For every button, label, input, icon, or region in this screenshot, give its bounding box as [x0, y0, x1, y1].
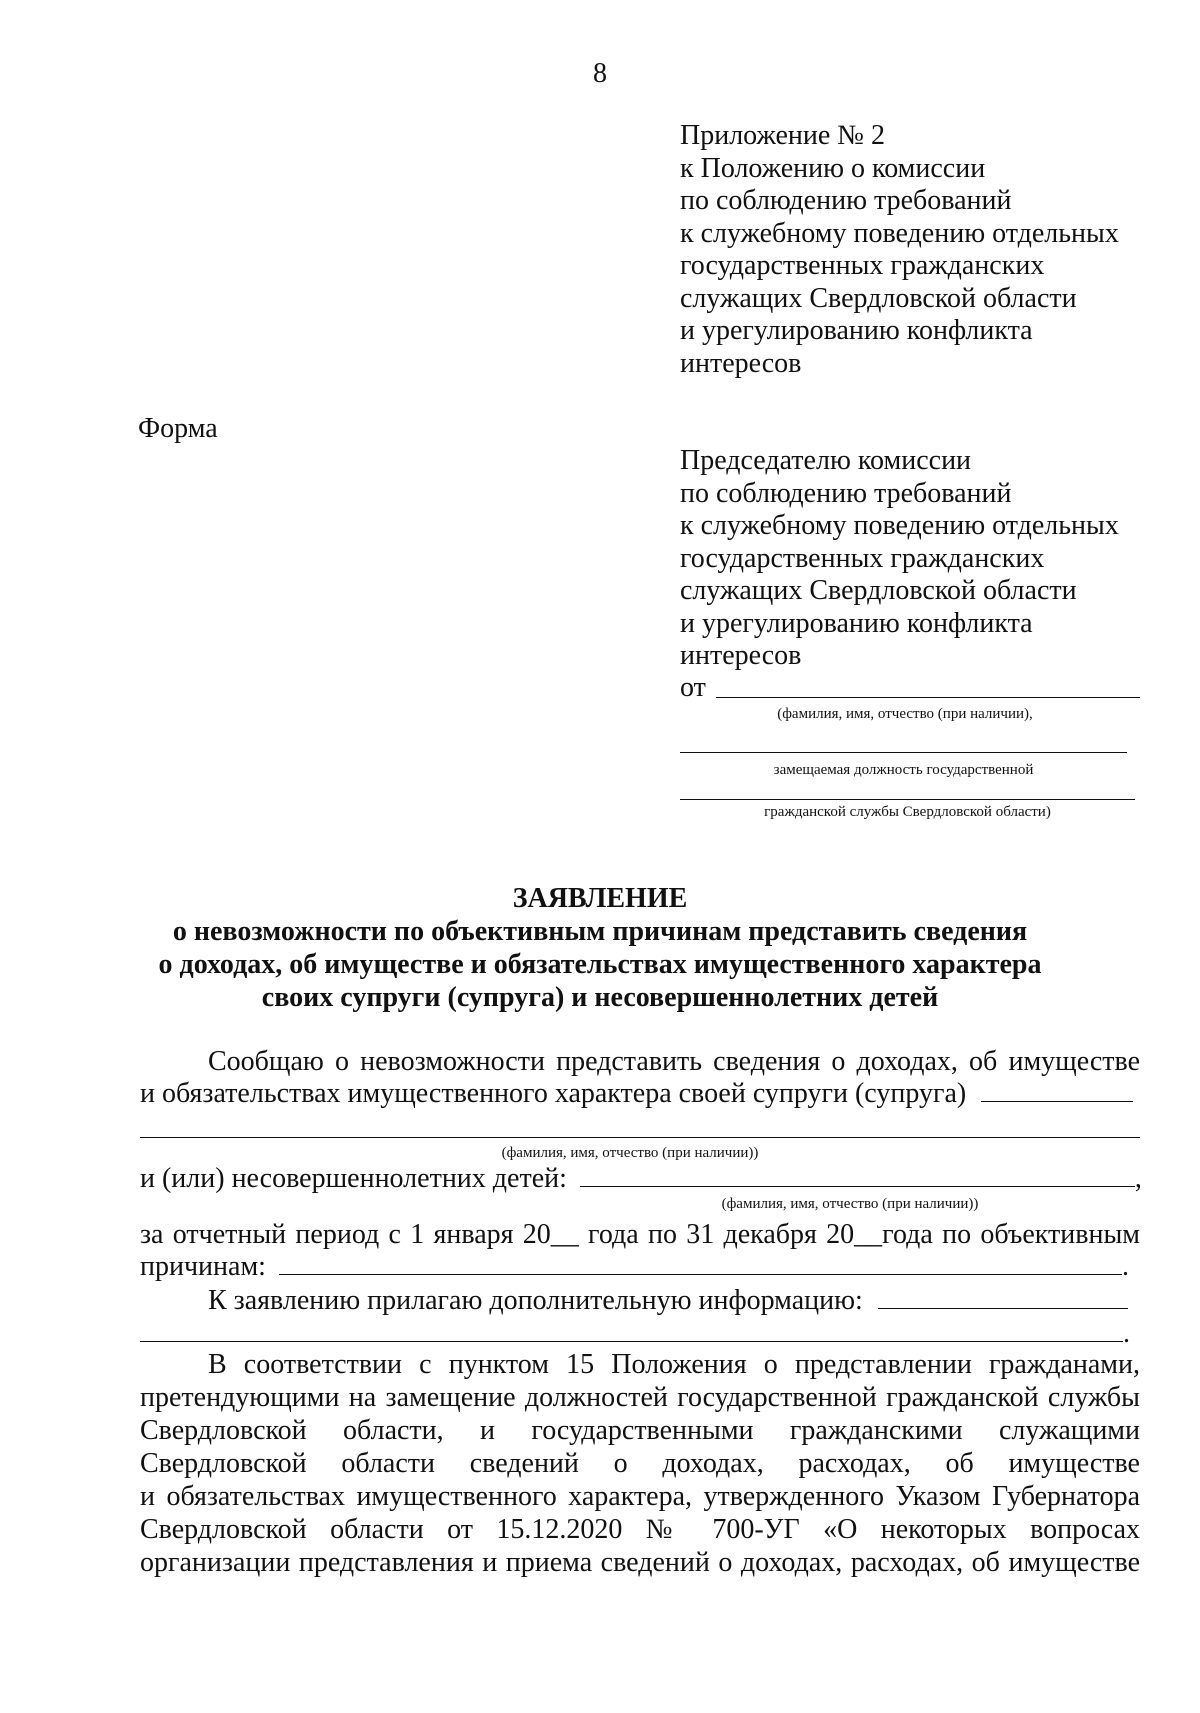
attachment-field[interactable]: [878, 1286, 1128, 1309]
attachment-label: К заявлению прилагаю дополнительную информацию:: [208, 1285, 863, 1316]
document-subtitle-line: о доходах, об имуществе и обязательствах имущественного характера: [158, 949, 1042, 980]
from-name-field[interactable]: [716, 673, 1140, 698]
hint-name: (фамилия, имя, отчество (при наличии),: [777, 706, 1033, 722]
hint-position: замещаемая должность государственной: [773, 762, 1034, 778]
paragraph-line: В соответствии с пунктом 15 Положения о представлении гражданами,: [208, 1349, 1140, 1380]
attachment-row: [208, 1285, 1128, 1317]
reasons-label: причинам:: [140, 1251, 266, 1282]
paragraph-line: [140, 1078, 1133, 1110]
from-row: [680, 672, 1140, 704]
paragraph-line: Сообщаю о невозможности представить сведения о доходах, об имуществе: [208, 1046, 1140, 1077]
period-line: за отчетный период с 1 января 20__ года по 31 декабря 20__года по объективным: [140, 1219, 1140, 1250]
paragraph-line: Свердловской области от 15.12.2020 № 700-УГ «О некоторых вопросах: [140, 1514, 1140, 1545]
children-row: [140, 1163, 1142, 1195]
reasons-field[interactable]: [279, 1252, 1122, 1275]
comma: ,: [1134, 1163, 1142, 1194]
appendix-line: к Положению о комиссии: [680, 152, 986, 184]
appendix-line: служащих Свердловской области: [680, 282, 1077, 314]
document-subtitle-line: о невозможности по объективным причинам представить сведения: [172, 916, 1028, 947]
appendix-line: и урегулированию конфликта: [680, 315, 1033, 346]
attachment-row-2: [140, 1318, 1130, 1350]
spouse-name-field[interactable]: [981, 1079, 1133, 1102]
hint-service: гражданской службы Свердловской области): [764, 804, 1051, 820]
paragraph-line: и обязательствах имущественного характера, утвержденного Указом Губернатора: [140, 1481, 1140, 1512]
form-label: Форма: [138, 413, 218, 444]
paragraph-line: Свердловской области, и государственными гражданскими служащими: [140, 1415, 1140, 1446]
hint-children: (фамилия, имя, отчество (при наличии)): [721, 1196, 979, 1212]
addressee-line: служащих Свердловской области: [680, 575, 1077, 606]
spouse-name-field-2[interactable]: [140, 1137, 1140, 1138]
appendix-line: к служебному поведению отдельных: [680, 217, 1119, 249]
appendix-line: государственных гражданских: [680, 250, 1045, 281]
from-label: от: [680, 672, 706, 703]
children-label: и (или) несовершеннолетних детей:: [140, 1163, 567, 1194]
appendix-line: Приложение № 2: [680, 120, 885, 151]
appendix-block: [680, 120, 1119, 380]
dot: .: [1121, 1251, 1129, 1282]
addressee-line: интересов: [680, 640, 802, 671]
hint-spouse: (фамилия, имя, отчество (при наличии)): [501, 1145, 759, 1161]
addressee-line: по соблюдению требований: [680, 477, 1012, 509]
addressee-block: [680, 445, 1119, 673]
paragraph-line: претендующими на замещение должностей государственной гражданской службы: [140, 1382, 1140, 1413]
addressee-line: к служебному поведению отдельных: [680, 510, 1119, 541]
addressee-line: и урегулированию конфликта: [680, 607, 1033, 639]
reasons-row: [140, 1251, 1129, 1283]
appendix-line: по соблюдению требований: [680, 185, 1012, 216]
position-field[interactable]: [680, 752, 1127, 753]
paragraph-line: организации представления и приема сведений о доходах, расходах, об имуществе: [140, 1547, 1140, 1578]
children-name-field[interactable]: [580, 1164, 1135, 1187]
document-subtitle-line: своих супруги (супруга) и несовершеннолетних детей: [261, 982, 939, 1013]
service-field[interactable]: [680, 799, 1135, 800]
attachment-field-2[interactable]: [140, 1319, 1123, 1342]
addressee-line: государственных гражданских: [680, 542, 1045, 574]
paragraph-line: Свердловской области сведений о доходах, расходах, об имуществе: [140, 1448, 1140, 1479]
spouse-label: и обязательствах имущественного характера своей супруги (супруга): [140, 1078, 967, 1109]
page-number: 8: [593, 58, 607, 89]
appendix-line: интересов: [680, 347, 802, 379]
dot: .: [1123, 1318, 1130, 1349]
document-title: ЗАЯВЛЕНИЕ: [512, 883, 688, 914]
addressee-line: Председателю комиссии: [680, 445, 972, 476]
